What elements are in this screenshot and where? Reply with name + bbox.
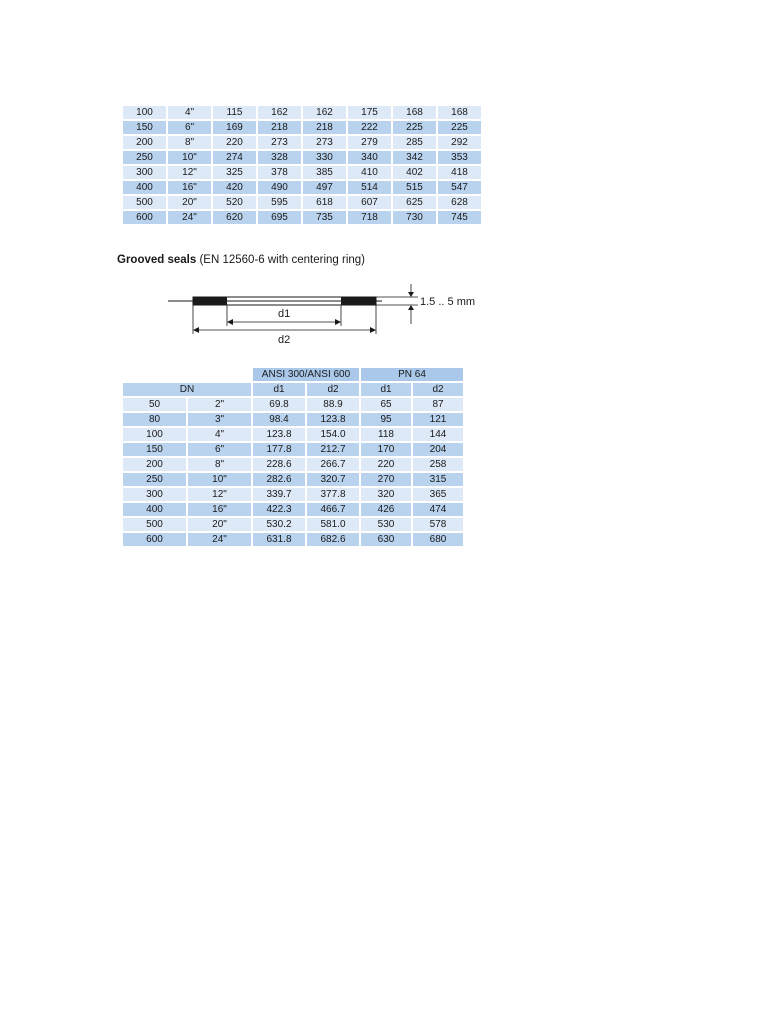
table-cell: 426: [361, 503, 411, 516]
table-cell: 500: [123, 196, 166, 209]
table-row: [123, 443, 463, 456]
thickness-arrowhead-top: [408, 292, 414, 297]
table-cell: 514: [348, 181, 391, 194]
table-row: [123, 136, 481, 149]
table-cell: 515: [393, 181, 436, 194]
table-cell: 228.6: [253, 458, 305, 471]
table-row: [123, 398, 463, 411]
table-cell: 410: [348, 166, 391, 179]
table-cell: 497: [303, 181, 346, 194]
table-cell: 325: [213, 166, 256, 179]
table-cell: 618: [303, 196, 346, 209]
table-cell: 365: [413, 488, 463, 501]
table-cell: 150: [123, 443, 186, 456]
grooved-seals-table: [121, 366, 465, 548]
table-cell: 581.0: [307, 518, 359, 531]
table-cell: 320.7: [307, 473, 359, 486]
table-cell: 170: [361, 443, 411, 456]
table-cell: 274: [213, 151, 256, 164]
seal-ring-right: [341, 297, 376, 305]
table-cell: 121: [413, 413, 463, 426]
table-cell: 266.7: [307, 458, 359, 471]
table-cell: 218: [258, 121, 301, 134]
table-cell: 87: [413, 398, 463, 411]
table-cell: 285: [393, 136, 436, 149]
table-cell: 377.8: [307, 488, 359, 501]
table-cell: 20": [188, 518, 251, 531]
table-cell: 745: [438, 211, 481, 224]
table-cell: 735: [303, 211, 346, 224]
table-cell: 273: [303, 136, 346, 149]
sub-header-cell: d1: [253, 383, 305, 396]
table-cell: 4": [168, 106, 211, 119]
table-cell: 123.8: [307, 413, 359, 426]
thickness-label: 1.5 .. 5 mm: [420, 296, 476, 308]
table-cell: 220: [361, 458, 411, 471]
table-cell: 718: [348, 211, 391, 224]
table-cell: 595: [258, 196, 301, 209]
table-cell: 200: [123, 458, 186, 471]
table-row: [123, 181, 481, 194]
seal-ring-left: [193, 297, 227, 305]
table-cell: 123.8: [253, 428, 305, 441]
table-cell: 80: [123, 413, 186, 426]
table-cell: 69.8: [253, 398, 305, 411]
d2-arrowhead-right: [370, 327, 376, 333]
table-cell: 154.0: [307, 428, 359, 441]
table-cell: 3": [188, 413, 251, 426]
table-cell: 8": [188, 458, 251, 471]
table-cell: 6": [188, 443, 251, 456]
sub-header-row: [123, 383, 463, 396]
seal-diagram: [160, 282, 500, 348]
table-cell: 339.7: [253, 488, 305, 501]
table-cell: 8": [168, 136, 211, 149]
table-cell: 169: [213, 121, 256, 134]
group-header-row: [123, 368, 463, 381]
table-cell: 328: [258, 151, 301, 164]
table-cell: 218: [303, 121, 346, 134]
d2-arrowhead-left: [193, 327, 199, 333]
table-cell: 607: [348, 196, 391, 209]
table-cell: 279: [348, 136, 391, 149]
table-cell: 340: [348, 151, 391, 164]
table-cell: 600: [123, 211, 166, 224]
table-cell: 490: [258, 181, 301, 194]
d1-arrowhead-left: [227, 319, 233, 325]
table-cell: 118: [361, 428, 411, 441]
table-cell: 292: [438, 136, 481, 149]
table-cell: 168: [438, 106, 481, 119]
table-cell: 20": [168, 196, 211, 209]
table-cell: 282.6: [253, 473, 305, 486]
table-cell: 16": [168, 181, 211, 194]
table-cell: 378: [258, 166, 301, 179]
d2-label: d2: [278, 334, 291, 346]
table-row: [123, 106, 481, 119]
table-row: [123, 503, 463, 516]
table-cell: 270: [361, 473, 411, 486]
table-cell: 98.4: [253, 413, 305, 426]
table-cell: 212.7: [307, 443, 359, 456]
table-cell: 315: [413, 473, 463, 486]
sub-header-cell: d2: [307, 383, 359, 396]
table-cell: 222: [348, 121, 391, 134]
table-cell: 273: [258, 136, 301, 149]
d1-arrowhead-right: [335, 319, 341, 325]
sub-header-cell: d1: [361, 383, 411, 396]
table-cell: 65: [361, 398, 411, 411]
table-cell: 300: [123, 166, 166, 179]
table-cell: 420: [213, 181, 256, 194]
thickness-arrowhead-bottom: [408, 305, 414, 310]
table-cell: 168: [393, 106, 436, 119]
dn-header: DN: [123, 383, 251, 396]
table-cell: 10": [168, 151, 211, 164]
table-cell: 204: [413, 443, 463, 456]
table-cell: 162: [258, 106, 301, 119]
table-cell: 250: [123, 473, 186, 486]
table-cell: 628: [438, 196, 481, 209]
table-cell: 12": [168, 166, 211, 179]
table-cell: 330: [303, 151, 346, 164]
table-cell: 630: [361, 533, 411, 546]
table-cell: 625: [393, 196, 436, 209]
table-cell: 12": [188, 488, 251, 501]
table-cell: 353: [438, 151, 481, 164]
table-cell: 258: [413, 458, 463, 471]
table-cell: 530.2: [253, 518, 305, 531]
table-cell: 402: [393, 166, 436, 179]
header-blank-cell: [188, 368, 251, 381]
table-cell: 175: [348, 106, 391, 119]
table-cell: 300: [123, 488, 186, 501]
table-cell: 177.8: [253, 443, 305, 456]
table-cell: 250: [123, 151, 166, 164]
table-cell: 150: [123, 121, 166, 134]
table-cell: 682.6: [307, 533, 359, 546]
table-row: [123, 211, 481, 224]
table-row: [123, 533, 463, 546]
table-cell: 162: [303, 106, 346, 119]
table-cell: 24": [188, 533, 251, 546]
table-cell: 144: [413, 428, 463, 441]
table-cell: 474: [413, 503, 463, 516]
table-cell: 695: [258, 211, 301, 224]
table-cell: 115: [213, 106, 256, 119]
table-row: [123, 458, 463, 471]
table-cell: 4": [188, 428, 251, 441]
table-cell: 418: [438, 166, 481, 179]
table-cell: 466.7: [307, 503, 359, 516]
section-title-rest: (EN 12560-6 with centering ring): [196, 254, 366, 266]
flange-dimensions-table: [121, 104, 483, 226]
table-cell: 620: [213, 211, 256, 224]
table-cell: 400: [123, 503, 186, 516]
table-cell: 225: [438, 121, 481, 134]
table-row: [123, 473, 463, 486]
table-cell: 6": [168, 121, 211, 134]
table-cell: 680: [413, 533, 463, 546]
section-title: [117, 254, 365, 266]
table-cell: 100: [123, 428, 186, 441]
table-cell: 600: [123, 533, 186, 546]
table-row: [123, 428, 463, 441]
table-cell: 342: [393, 151, 436, 164]
table-row: [123, 518, 463, 531]
table-cell: 385: [303, 166, 346, 179]
table-cell: 520: [213, 196, 256, 209]
table-cell: 50: [123, 398, 186, 411]
group-header-ansi: ANSI 300/ANSI 600: [253, 368, 359, 381]
table-row: [123, 166, 481, 179]
table-cell: 547: [438, 181, 481, 194]
table-row: [123, 151, 481, 164]
table-row: [123, 413, 463, 426]
table-cell: 320: [361, 488, 411, 501]
section-title-bold: Grooved seals: [117, 254, 197, 266]
table-cell: 730: [393, 211, 436, 224]
table-cell: 500: [123, 518, 186, 531]
table-cell: 2": [188, 398, 251, 411]
header-blank-cell: [123, 368, 186, 381]
table-cell: 225: [393, 121, 436, 134]
sub-header-cell: d2: [413, 383, 463, 396]
table-cell: 422.3: [253, 503, 305, 516]
table-cell: 631.8: [253, 533, 305, 546]
table-cell: 400: [123, 181, 166, 194]
table-cell: 220: [213, 136, 256, 149]
d1-label: d1: [278, 308, 291, 320]
table-cell: 530: [361, 518, 411, 531]
table-cell: 200: [123, 136, 166, 149]
table-row: [123, 121, 481, 134]
table-cell: 578: [413, 518, 463, 531]
table-cell: 100: [123, 106, 166, 119]
table-cell: 10": [188, 473, 251, 486]
table-row: [123, 488, 463, 501]
table-cell: 16": [188, 503, 251, 516]
table-cell: 95: [361, 413, 411, 426]
group-header-pn64: PN 64: [361, 368, 463, 381]
table-cell: 88.9: [307, 398, 359, 411]
table-row: [123, 196, 481, 209]
table-cell: 24": [168, 211, 211, 224]
